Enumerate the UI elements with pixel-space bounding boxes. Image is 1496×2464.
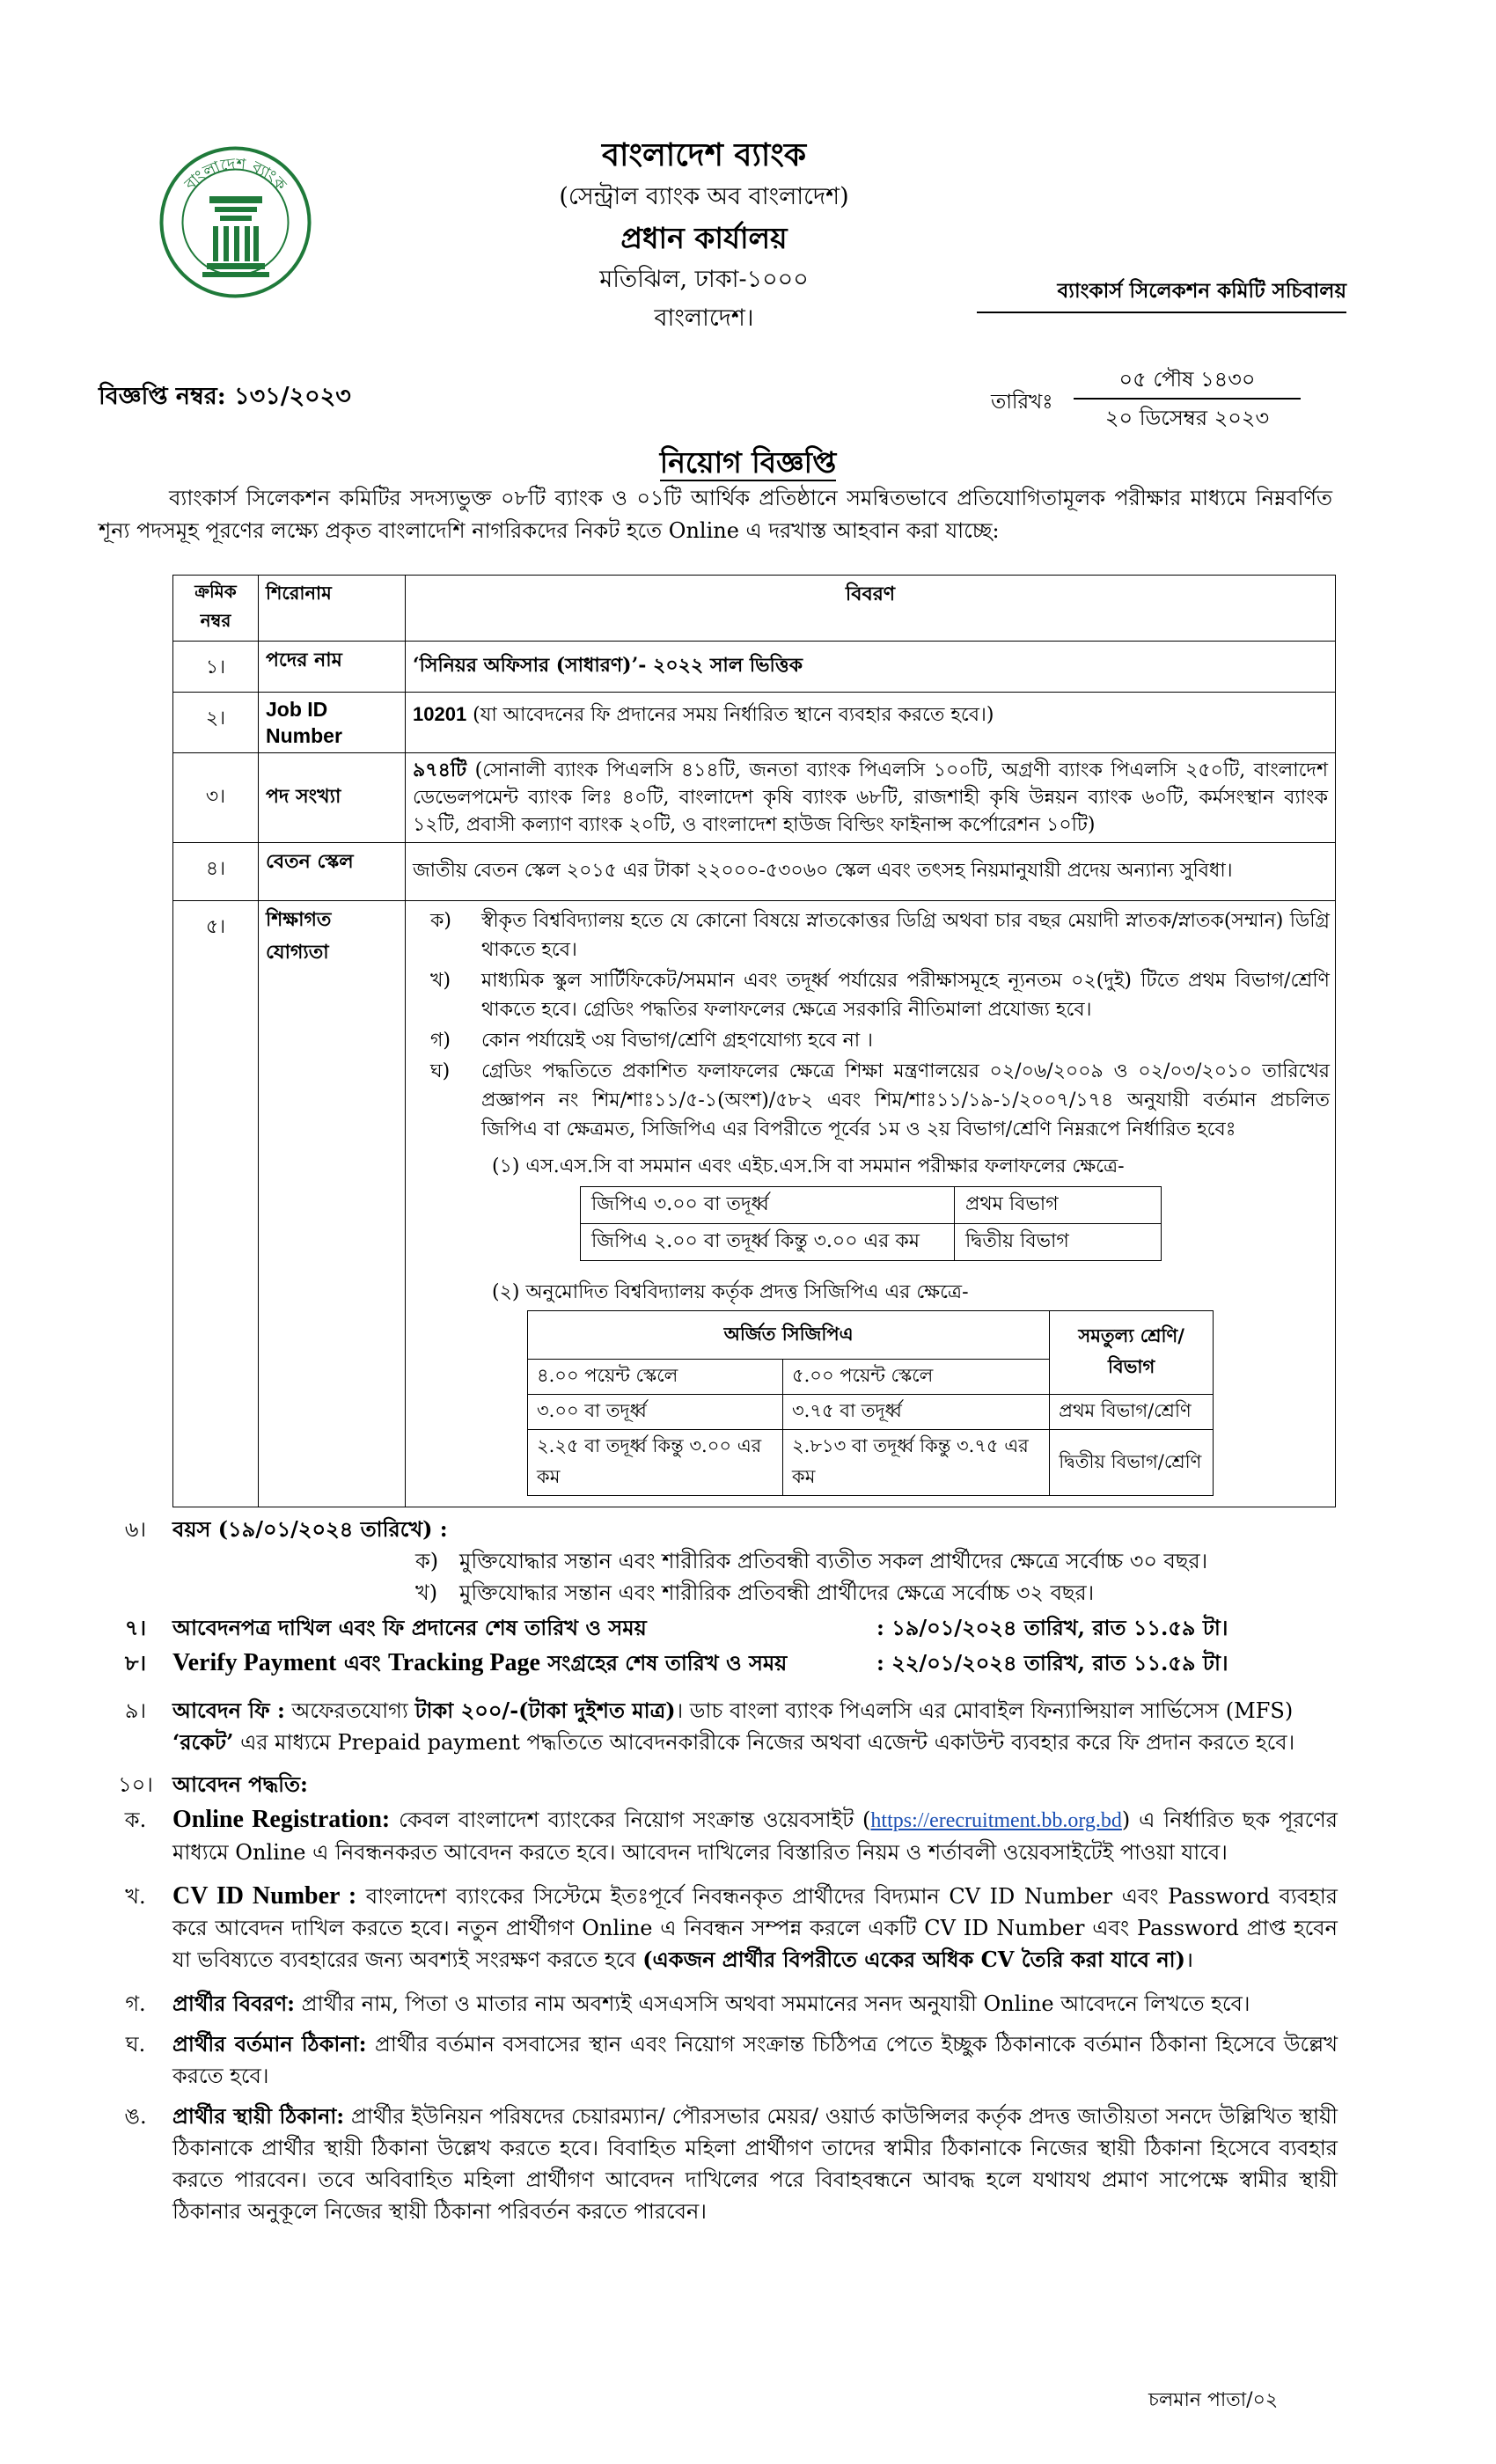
post-name: ‘সিনিয়র অফিসার (সাধারণ)’- ২০২২ সাল ভিত্তিক bbox=[406, 642, 1336, 693]
method-permanent-address: ঙ. প্রার্থীর স্থায়ী ঠিকানা: প্রার্থীর ইউনিয়ন পরিষদের চেয়ারম্যান/ পৌরসভার মেয়র/ ওয়ার্ড কাউন্সিলর কর্তৃক প্রদত্ত জাতীয়তা সনদে উল্লিখিত স্থায়ী ঠিকানাকে প্রার্থীর স্থায়ী ঠিকানা উল্লেখ করতে হবে। বিবাহিত মহিলা প্রার্থীগণ তাদের স্বামীর ঠিকানাকে নিজের স্থায়ী ঠিকানা হিসেবে ব্যবহার করতে পারবেন। তবে অবিবাহিত মহিলা প্রার্থীগণ আবেদন দাখিলের পরে বিবাহবন্ধনে আবদ্ধ হলে যথাযথ প্রমাণ সাপেক্ষে স্বামীর স্থায়ী ঠিকানার অনুকূলে নিজের স্থায়ী ঠিকানা পরিবর্তন করতে পারবেন। bbox=[124, 2103, 1338, 2224]
office-name: প্রধান কার্যালয় bbox=[620, 221, 788, 255]
age-section: ৬। বয়স (১৯/০১/২০২৪ তারিখে) : ক) মুক্তিযোদ্ধার সন্তান এবং শারীরিক প্রতিবন্ধী ব্যতীত সকল প্রার্থীদের ক্ষেত্রে সর্বোচ্চ ৩০ বছর। খ) মুক্তিযোদ্ধার সন্তান এবং শারীরিক প্রতিবন্ধী প্রার্থীদের ক্ষেত্রে সর্বোচ্চ ৩২ বছর। bbox=[124, 1516, 1208, 1605]
table-row: জিপিএ ৩.০০ বা তদূর্ধ্ব প্রথম বিভাগ bbox=[581, 1187, 1162, 1224]
method-online-registration: ক. Online Registration: কেবল বাংলাদেশ ব্যাংকের নিয়োগ সংক্রান্ত ওয়েবসাইট (https://erecruitment.bb.org.bd) এ নির্ধারিত ছক পূরণের মাধ্যমে Online এ নিবন্ধনকরত আবেদন করতে হবে। আবেদন দাখিলের বিস্তারিত নিয়ম ও শর্তাবলী ওয়েবসাইটেই পাওয়া যাবে। bbox=[124, 1806, 1338, 1865]
edu-item: খ) মাধ্যমিক স্কুল সার্টিফিকেট/সমমান এবং তদূর্ধ্ব পর্যায়ের পরীক্ষাসমূহে ন্যূনতম ০২(দুই) টিতে প্রথম বিভাগ/শ্রেণি থাকতে হবে। গ্রেডিং পদ্ধতির ফলাফলের ক্ষেত্রে সরকারি নীতিমালা প্রযোজ্য হবে। bbox=[430, 970, 1330, 1021]
col-serial: ক্রমিক নম্বর bbox=[173, 576, 259, 642]
table-row: ২। Job ID Number 10201 (যা আবেদনের ফি প্রদানের সময় নির্ধারিত স্থানে ব্যবহার করতে হবে।) bbox=[173, 693, 1336, 753]
date-english: ২০ ডিসেম্বর ২০২৩ bbox=[1104, 406, 1270, 430]
recruitment-table bbox=[172, 575, 1336, 1507]
table-row: ২.২৫ বা তদূর্ধ্ব কিন্তু ৩.০০ এর কম ২.৮১৩ বা তদূর্ধ্ব কিন্তু ৩.৭৫ এর কম দ্বিতীয় বিভাগ/শ্রেণি bbox=[528, 1430, 1214, 1496]
col-heading: শিরোনাম bbox=[259, 576, 406, 642]
svg-text:বাংলাদেশ ব্যাংক: বাংলাদেশ ব্যাংক bbox=[181, 155, 290, 194]
address-line2: বাংলাদেশ। bbox=[654, 304, 754, 332]
intro-paragraph: ব্যাংকার্স সিলেকশন কমিটির সদস্যভুক্ত ০৮টি ব্যাংক ও ০১টি আর্থিক প্রতিষ্ঠানে সমন্বিতভাবে প্রতিযোগিতামূলক পরীক্ষার মাধ্যমে নিম্নবর্ণিত শূন্য পদসমূহ পূরণের লক্ষ্যে প্রকৃত বাংলাদেশি নাগরিকদের নিকট হতে Online এ দরখাস্ত আহবান করা যাচ্ছে: bbox=[99, 486, 1332, 543]
verify-payment-row: ৮। Verify Payment এবং Tracking Page সংগ্রহের শেষ তারিখ ও সময় : ২২/০১/২০২৪ তারিখ, রাত ১১.৫৯ টা। bbox=[124, 1649, 1228, 1676]
bangladesh-bank-logo bbox=[158, 145, 312, 299]
col-description: বিবরণ bbox=[406, 576, 1336, 642]
table-row: জিপিএ ২.০০ বা তদূর্ধ্ব কিন্তু ৩.০০ এর কম দ্বিতীয় বিভাগ bbox=[581, 1224, 1162, 1261]
page-title: নিয়োগ বিজ্ঞপ্তি bbox=[659, 445, 837, 480]
method-present-address: ঘ. প্রার্থীর বর্তমান ঠিকানা: প্রার্থীর বর্তমান বসবাসের স্থান এবং নিয়োগ সংক্রান্ত চিঠিপত্র পেতে ইচ্ছুক ঠিকানাকে বর্তমান ঠিকানা হিসেবে উল্লেখ করতে হবে। bbox=[125, 2031, 1338, 2088]
application-method-section: ১০। আবেদন পদ্ধতি: ক. Online Registration: কেবল বাংলাদেশ ব্যাংকের নিয়োগ সংক্রান্ত ওয়েবসাইট (https://erecruitment.bb.org.bd) এ নির্ধারিত ছক পূরণের মাধ্যমে Online এ নিবন্ধনকরত আবেদন করতে হবে। আবেদন দাখিলের বিস্তারিত নিয়ম ও শর্তাবলী ওয়েবসাইটেই পাওয়া যাবে। খ. CV ID Number : বাংলাদেশ ব্যাংকের সিস্টেমে ইতঃপূর্বে নিবন্ধনকৃত প্রার্থীদের বিদ্যমান CV ID Number এবং Password ব্যবহার করে আবেদন দাখিল করতে হবে। নতুন প্রার্থীগণ Online এ নিবন্ধন সম্পন্ন করলে একটি CV ID Number এবং Password প্রাপ্ত হবেন যা ভবিষ্যতে ব্যবহারের জন্য অবশ্যই সংরক্ষণ করতে হবে (একজন প্রার্থীর বিপরীতে একের অধিক CV তৈরি করা যাবে না)। গ. প্রার্থীর বিবরণ: প্রার্থীর নাম, পিতা ও মাতার নাম অবশ্যই এসএসসি অথবা সমমানের সনদ অনুযায়ী Online আবেদনে লিখতে হবে। ঘ. প্রার্থীর বর্তমান ঠিকানা: প্রার্থীর বর্তমান বসবাসের স্থান এবং নিয়োগ সংক্রান্ত চিঠিপত্র পেতে ইচ্ছুক ঠিকানাকে বর্তমান ঠিকানা হিসেবে উল্লেখ করতে হবে। ঙ. প্রার্থীর স্থায়ী ঠিকানা: প্রার্থীর ইউনিয়ন পরিষদের চেয়ারম্যান/ পৌরসভার মেয়র/ ওয়ার্ড কাউন্সিলর কর্তৃক প্রদত্ত জাতীয়তা সনদে উল্লিখিত স্থায়ী ঠিকানাকে প্রার্থীর স্থায়ী ঠিকানা উল্লেখ করতে হবে। বিবাহিত মহিলা প্রার্থীগণ তাদের স্বামীর ঠিকানাকে নিজের স্থায়ী ঠিকানা হিসেবে ব্যবহার করতে পারবেন। তবে অবিবাহিত মহিলা প্রার্থীগণ আবেদন দাখিলের পরে বিবাহবন্ধনে আবদ্ধ হলে যথাযথ প্রমাণ সাপেক্ষে স্বামীর স্থায়ী ঠিকানার অনুকূলে নিজের স্থায়ী ঠিকানা পরিবর্তন করতে পারবেন। bbox=[99, 1769, 1338, 2227]
table-row: ৪.০০ পয়েন্ট স্কেলে ৫.০০ পয়েন্ট স্কেলে bbox=[528, 1360, 1214, 1395]
letterhead bbox=[440, 132, 968, 338]
notice-number: বিজ্ঞপ্তি নম্বর: ১৩১/২০২৩ bbox=[99, 383, 351, 410]
ssc-gpa-table bbox=[580, 1186, 1162, 1261]
post-count: ৯৭৪টি (সোনালী ব্যাংক পিএলসি ৪১৪টি, জনতা ব্যাংক পিএলসি ১০০টি, অগ্রণী ব্যাংক পিএলসি ২৫০টি, বাংলাদেশ ডেভেলপমেন্ট ব্যাংক লিঃ ৪০টি, বাংলাদেশ কৃষি ব্যাংক ৬৮টি, রাজশাহী কৃষি উন্নয়ন ব্যাংক ৬০টি, কর্মসংস্থান ব্যাংক ১২টি, প্রবাসী কল্যাণ ব্যাংক ২০টি, ও বাংলাদেশ হাউজ বিল্ডিং ফাইনান্স কর্পোরেশন ১০টি) bbox=[406, 753, 1336, 843]
date-label: তারিখঃ bbox=[991, 391, 1053, 414]
table-row: অর্জিত সিজিপিএ সমতুল্য শ্রেণি/বিভাগ bbox=[528, 1311, 1214, 1360]
table-row: ৩.০০ বা তদূর্ধ্ব ৩.৭৫ বা তদূর্ধ্ব প্রথম বিভাগ/শ্রেণি bbox=[528, 1395, 1214, 1430]
address-line1: মতিঝিল, ঢাকা-১০০০ bbox=[599, 266, 809, 293]
deadline-row: ৭। আবেদনপত্র দাখিল এবং ফি প্রদানের শেষ তারিখ ও সময় : ১৯/০১/২০২৪ তারিখ, রাত ১১.৫৯ টা। bbox=[124, 1615, 1228, 1640]
method-cv-id: খ. CV ID Number : বাংলাদেশ ব্যাংকের সিস্টেমে ইতঃপূর্বে নিবন্ধনকৃত প্রার্থীদের বিদ্যমান CV ID Number এবং Password ব্যবহার করে আবেদন দাখিল করতে হবে। নতুন প্রার্থীগণ Online এ নিবন্ধন সম্পন্ন করলে একটি CV ID Number এবং Password প্রাপ্ত হবেন যা ভবিষ্যতে ব্যবহারের জন্য অবশ্যই সংরক্ষণ করতে হবে (একজন প্রার্থীর বিপরীতে একের অধিক CV তৈরি করা যাবে না)। bbox=[125, 1882, 1338, 1972]
table-header-row bbox=[173, 576, 1336, 642]
ssc-heading: (১) এস.এস.সি বা সমমান এবং এইচ.এস.সি বা সমমান পরীক্ষার ফলাফলের ক্ষেত্রে- bbox=[492, 1155, 1125, 1177]
method-candidate-details: গ. প্রার্থীর বিবরণ: প্রার্থীর নাম, পিতা ও মাতার নাম অবশ্যই এসএসসি অথবা সমমানের সনদ অনুযায়ী Online আবেদনে লিখতে হবে। bbox=[125, 1991, 1250, 2016]
edu-item: ক) স্বীকৃত বিশ্ববিদ্যালয় হতে যে কোনো বিষয়ে স্নাতকোত্তর ডিগ্রি অথবা চার বছর মেয়াদী স্নাতক/স্নাতক(সম্মান) ডিগ্রি থাকতে হবে। bbox=[430, 910, 1330, 961]
table-row: ৫। শিক্ষাগত যোগ্যতা ক) স্বীকৃত বিশ্ববিদ্যালয় হতে যে কোনো বিষয়ে স্নাতকোত্তর ডিগ্রি অথবা চার বছর মেয়াদী স্নাতক/স্নাতক(সম্মান) ডিগ্রি থাকতে হবে। খ) মাধ্যমিক স্কুল সার্টিফিকেট/সমমান এবং তদূর্ধ্ব পর্যায়ের পরীক্ষাসমূহে ন্যূনতম ০২(দুই) টিতে প্রথম বিভাগ/শ্রেণি থাকতে হবে। গ্রেডিং পদ্ধতির ফলাফলের ক্ষেত্রে সরকারি নীতিমালা প্রযোজ্য হবে। গ) কোন পর্যায়েই ৩য় বিভাগ/শ্রেণি গ্রহণযোগ্য হবে না । ঘ) গ্রেডিং পদ্ধতিতে প্রকাশিত ফলাফলের ক্ষেত্রে শিক্ষা মন্ত্রণালয়ের ০২/০৬/২০০৯ ও ০২/০৩/২০১০ তারিখের প্রজ্ঞাপন নং শিম/শাঃ১১/৫-১(অংশ)/৫৮২ এবং শিম/শাঃ১১/১৯-১/২০০৭/১৭৪ অনুযায়ী বর্তমান প্রচলিত জিপিএ বা ক্ষেত্রমত, সিজিপিএ এর বিপরীতে পূর্বের ১ম ও ২য় বিভাগ/শ্রেণি নিম্নরূপে নির্ধারিত হবেঃ (১) এস.এস.সি বা সমমান এবং এইচ.এস.সি বা সমমান পরীক্ষার ফলাফলের ক্ষেত্রে- জিপিএ ৩.০০ বা তদূর্ধ্ব প্রথম বিভাগ জিপিএ ২.০০ বা তদূর্ধ্ব কিন্তু ৩.০০ এর কম দ্বিতীয় বিভাগ (২) অনুমোদিত বিশ্ববিদ্যালয় কর্তৃক প্রদত্ত সিজিপিএ এর ক্ষেত্রে- অর্জিত সিজিপিএ সমতুল্য শ্রেণি/বিভাগ ৪.০০ পয়েন্ট স্কেলে ৫.০০ পয়েন্ট স্কেলে ৩.০০ বা তদূর্ধ্ব ৩.৭৫ বা তদূর্ধ্ব প্রথম বিভাগ/শ্রেণি ২.২৫ বা তদূর্ধ্ব কিন্তু ৩.০০ এর কম ২.৮১৩ বা তদূর্ধ্ব কিন্তু ৩.৭৫ এর কম দ্বিতীয় বিভাগ/শ্রেণি bbox=[173, 901, 1336, 1507]
table-row: ১। পদের নাম ‘সিনিয়র অফিসার (সাধারণ)’- ২০২২ সাল ভিত্তিক bbox=[173, 642, 1336, 693]
erecruitment-link[interactable]: https://erecruitment.bb.org.bd bbox=[870, 1809, 1122, 1832]
table-row: ৪। বেতন স্কেল জাতীয় বেতন স্কেল ২০১৫ এর টাকা ২২০০০-৫৩০৬০ স্কেল এবং তৎসহ নিয়মানুযায়ী প্রদেয় অন্যান্য সুবিধা। bbox=[173, 843, 1336, 901]
pay-scale: জাতীয় বেতন স্কেল ২০১৫ এর টাকা ২২০০০-৫৩০৬০ স্কেল এবং তৎসহ নিয়মানুযায়ী প্রদেয় অন্যান্য সুবিধা। bbox=[406, 843, 1336, 901]
date-box bbox=[1074, 361, 1301, 436]
cgpa-table bbox=[527, 1310, 1214, 1496]
edu-item: গ) কোন পর্যায়েই ৩য় বিভাগ/শ্রেণি গ্রহণযোগ্য হবে না । bbox=[430, 1030, 873, 1052]
continued-page-note: চলমান পাতা/০২ bbox=[1148, 2389, 1279, 2411]
bank-name: বাংলাদেশ ব্যাংক bbox=[601, 136, 807, 173]
table-row: ৩। পদ সংখ্যা ৯৭৪টি (সোনালী ব্যাংক পিএলসি ৪১৪টি, জনতা ব্যাংক পিএলসি ১০০টি, অগ্রণী ব্যাংক পিএলসি ২৫০টি, বাংলাদেশ ডেভেলপমেন্ট ব্যাংক লিঃ ৪০টি, বাংলাদেশ কৃষি ব্যাংক ৬৮টি, রাজশাহী কৃষি উন্নয়ন ব্যাংক ৬০টি, কর্মসংস্থান ব্যাংক ১২টি, প্রবাসী কল্যাণ ব্যাংক ২০টি, ও বাংলাদেশ হাউজ বিল্ডিং ফাইনান্স কর্পোরেশন ১০টি) bbox=[173, 753, 1336, 843]
bank-subtitle: (সেন্ট্রাল ব্যাংক অব বাংলাদেশ) bbox=[559, 183, 849, 210]
fee-section: ৯। আবেদন ফি : অফেরতযোগ্য টাকা ২০০/-(টাকা দুইশত মাত্র)। ডাচ বাংলা ব্যাংক পিএলসি এর মোবাইল ফিন্যান্সিয়াল সার্ভিসেস (MFS) ‘রকেট’ এর মাধ্যমে Prepaid payment পদ্ধতিতে আবেদনকারীকে নিজের অথবা এজেন্ট একাউন্ট ব্যবহার করে ফি প্রদান করতে হবে। bbox=[124, 1698, 1295, 1755]
date-bangla: ০৫ পৌষ ১৪৩০ bbox=[1074, 361, 1301, 400]
secretariat-label: ব্যাংকার্স সিলেকশন কমিটি সচিবালয় bbox=[977, 275, 1346, 313]
job-id: 10201 (যা আবেদনের ফি প্রদানের সময় নির্ধারিত স্থানে ব্যবহার করতে হবে।) bbox=[406, 693, 1336, 753]
edu-item: ঘ) গ্রেডিং পদ্ধতিতে প্রকাশিত ফলাফলের ক্ষেত্রে শিক্ষা মন্ত্রণালয়ের ০২/০৬/২০০৯ ও ০২/০৩/২০১০ তারিখের প্রজ্ঞাপন নং শিম/শাঃ১১/৫-১(অংশ)/৫৮২ এবং শিম/শাঃ১১/১৯-১/২০০৭/১৭৪ অনুযায়ী বর্তমান প্রচলিত জিপিএ বা ক্ষেত্রমত, সিজিপিএ এর বিপরীতে পূর্বের ১ম ও ২য় বিভাগ/শ্রেণি নিম্নরূপে নির্ধারিত হবেঃ bbox=[430, 1060, 1330, 1140]
cgpa-heading: (২) অনুমোদিত বিশ্ববিদ্যালয় কর্তৃক প্রদত্ত সিজিপিএ এর ক্ষেত্রে- bbox=[492, 1281, 969, 1303]
education-cell bbox=[406, 901, 1336, 1507]
